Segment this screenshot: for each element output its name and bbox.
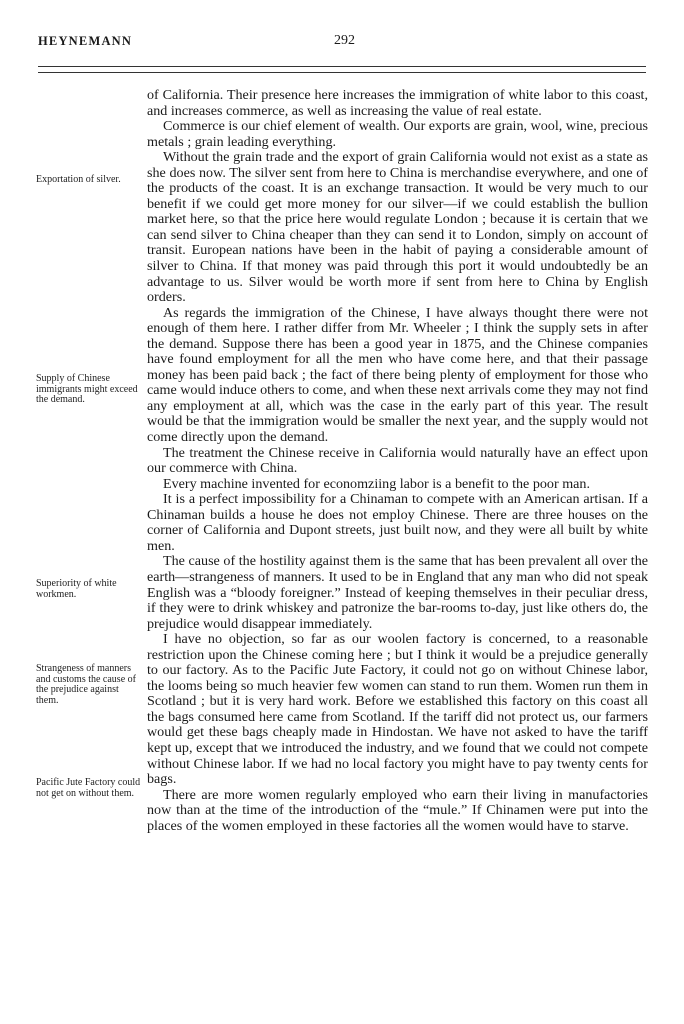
- paragraph: Commerce is our chief element of wealth. Our exports are grain, wool, wine, precious metals ; grain leading everything.: [147, 118, 648, 150]
- margin-note-supply: Supply of Chinese immigrants might exceed the demand.: [36, 373, 138, 405]
- page-header: [38, 34, 646, 54]
- header-rule-bottom: [38, 72, 646, 73]
- paragraph: Without the grain trade and the export of grain California would not exist as a state as she does now. The silver sent from here to China is merchandise everywhere, and one of the products of the coast. It is an exchange transaction. It would be very much to our benefit if we could get more money for our silver—if we could establish the bullion market here, so that the price here would regulate London ; because it is certain that we can send silver to China cheaper than they can send it to London, simply on account of transit. European nations have been in the habit of paying a considerable amount of silver to China. If that money was paid through this port it would undoubtedly be an advantage to us. Silver would be worth more if sent from here to China by English orders.: [147, 149, 648, 306]
- body-text: [147, 88, 648, 834]
- paragraph: I have no objection, so far as our woolen factory is concerned, to a reasonable restriction upon the Chinese coming here ; but I think it would be a prejudice generally to our factory. As to the Pacific Jute Factory, it could not go on without Chinese labor, the looms being so much heavier few women can stand to run them. Women run them in Scotland ; but it is very hard work. Before we established this factory on this coast all the bags consumed here came from Scotland. If the tariff did not protect us, our farmers would get these bags cheaply made in Hindostan. We have not asked to have the tariff kept up, except that we introduced the industry, and we found that we could not compete without Chinese labor. If we had no local factory you might have to pay twenty cents for bags.: [147, 631, 648, 788]
- paragraph: There are more women regularly employed who earn their living in manufactories now than at the time of the introduction of the “mule.” If Chinamen were put into the places of the women employed in these factories all the women would have to starve.: [147, 786, 648, 834]
- header-rule-top: [38, 66, 646, 67]
- paragraph: Every machine invented for economziing labor is a benefit to the poor man.: [163, 475, 590, 492]
- running-head: HEYNEMANN: [38, 34, 133, 48]
- paragraph: It is a perfect impossibility for a Chinaman to compete with an American artisan. If a Chinaman builds a house he does not employ Chinese. There are three houses on the corner of California and Dupont streets, just built now, and they were all built by white men.: [147, 491, 648, 554]
- paragraph: As regards the immigration of the Chinese, I have always thought there were not enough of them here. I rather differ from Mr. Wheeler ; I think the supply sets in after the demand. Suppose there has been a good year in 1875, and the Chinese companies have found employment for all the men who have come here, and that their passage money has been paid back ; the fact of there being plenty of employment for those who came would induce others to come, and when these next arrivals come they may not find any employment at all, which was the case in the early part of this year. The result would be that the immigration would be smaller the next year, and the supply would not come directly upon the demand.: [147, 304, 648, 446]
- margin-note-superiority: Superiority of white workmen.: [36, 578, 117, 600]
- margin-note-strangeness: Strangeness of manners and customs the cause of the prejudice against them.: [36, 663, 136, 706]
- paragraph: of California. Their presence here increases the immigration of white labor to this coast, and increases commerce, as well as increasing the value of real estate.: [147, 87, 648, 119]
- page-number: 292: [334, 33, 355, 48]
- paragraph: The treatment the Chinese receive in California would naturally have an effect upon our commerce with China.: [147, 444, 648, 477]
- margin-note-jute-factory: Pacific Jute Factory could not get on without them.: [36, 777, 141, 799]
- margin-note-silver: Exportation of silver.: [36, 174, 121, 185]
- paragraph: The cause of the hostility against them is the same that has been prevalent all over the earth—strangeness of manners. It used to be in England that any man who did not speak English was a “bloody foreigner.” Instead of keeping themselves in their peculiar dress, if they were to drink whiskey and patronize the bar-rooms to-day, just like others do, the prejudice would disappear immediately.: [147, 553, 648, 632]
